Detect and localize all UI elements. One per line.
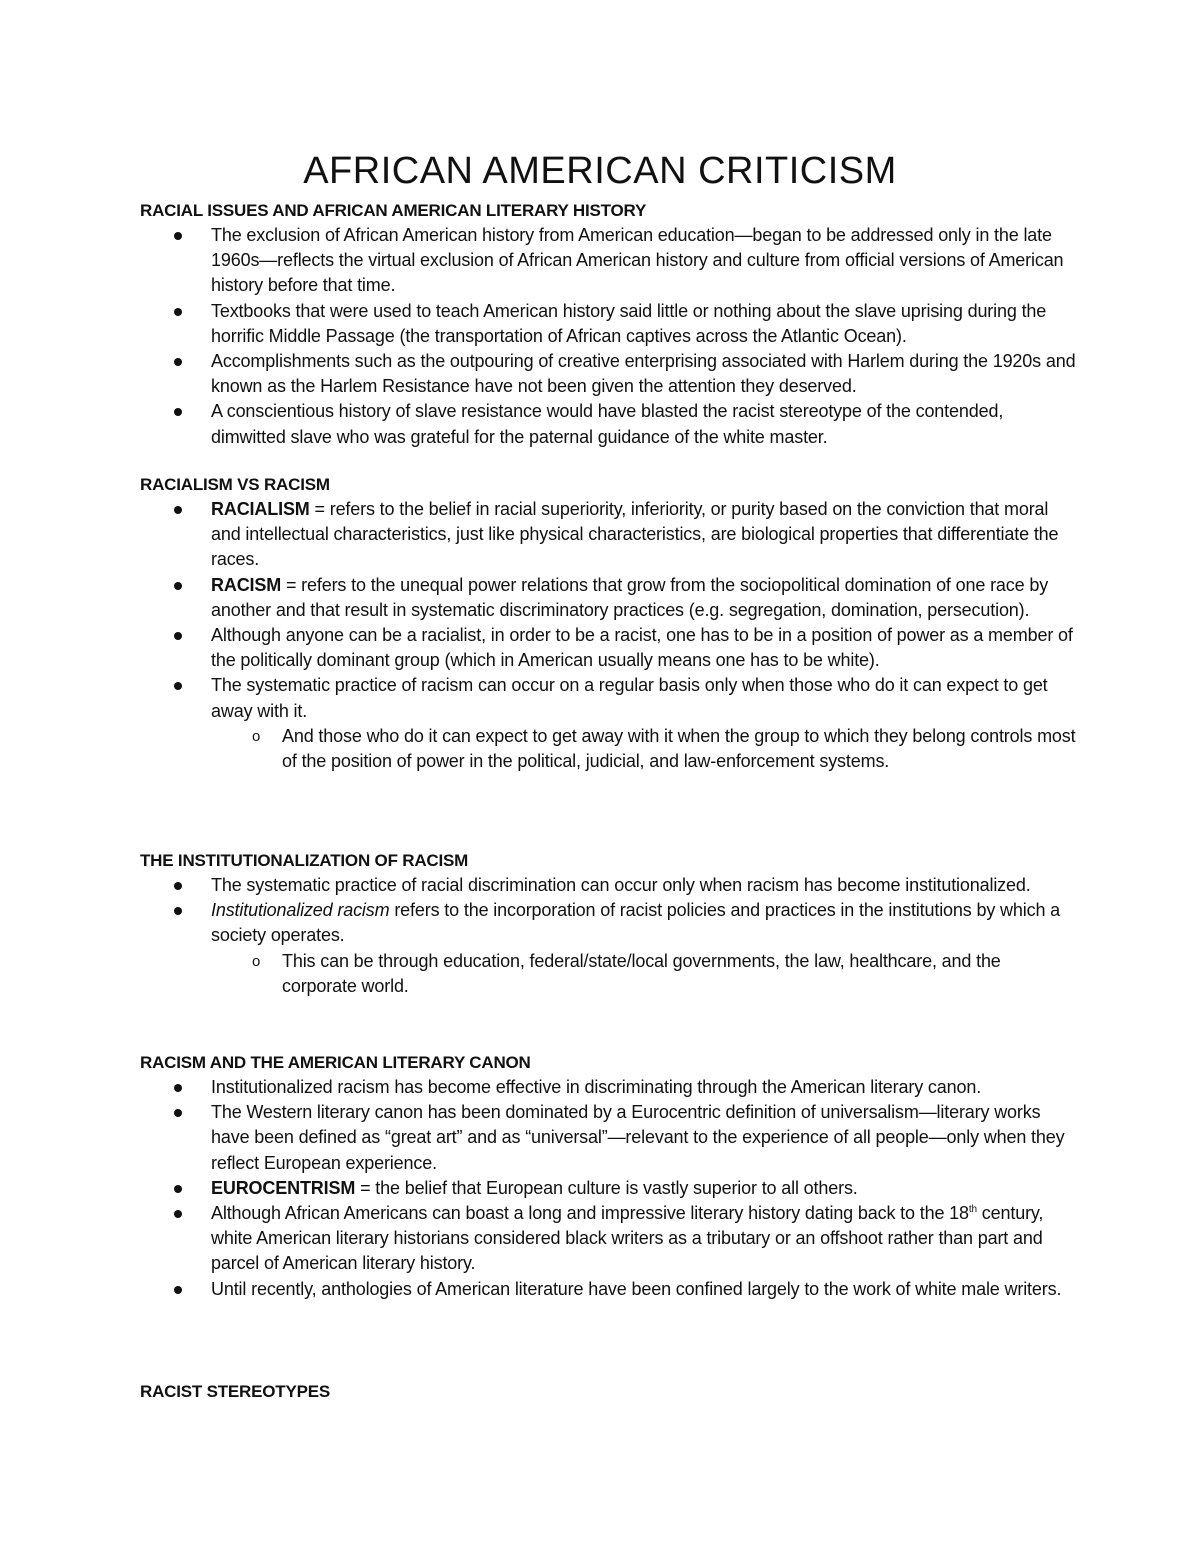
sub-bullet-marker: o — [252, 727, 261, 745]
bullet-item — [140, 673, 1080, 774]
bullet-item — [140, 1201, 1080, 1277]
bullet-term: EUROCENTRISM — [211, 1177, 356, 1198]
bullet-item — [140, 497, 1080, 573]
bullet-term: RACIALISM — [211, 499, 310, 519]
bullet-dot-icon — [174, 408, 182, 416]
bullet-list — [140, 1075, 1080, 1302]
bullet-dot-icon — [174, 882, 182, 890]
bullet-list — [140, 223, 1080, 450]
bullet-text: = refers to the belief in racial superiority, inferiority, or purity based on the conviction that moral and intellectual characteristics, just like physical characteristics, are biological properties that differentiate the races. — [211, 499, 1059, 570]
bullet-text: Accomplishments such as the outpouring of creative enterprising associated with Harlem during the 1920s and known as the Harlem Resistance have not been given the attention they deserved. — [211, 351, 1076, 397]
bullet-term-italic: Institutionalized racism — [211, 900, 390, 921]
bullet-dot-icon — [174, 632, 182, 640]
bullet-dot-icon — [174, 506, 182, 514]
sub-bullet-list — [211, 724, 1080, 774]
bullet-item — [140, 1075, 1080, 1100]
bullet-dot-icon — [174, 1286, 182, 1294]
bullet-item — [140, 299, 1080, 349]
bullet-item — [140, 898, 1080, 999]
bullet-item — [140, 873, 1080, 898]
bullet-dot-icon — [174, 232, 182, 240]
bullet-item — [140, 1100, 1080, 1176]
bullet-text-cont: century, white American literary historians considered black writers as a tributary or an offshoot rather than part and parcel of American literary history. — [211, 1203, 1044, 1274]
bullet-list — [140, 497, 1080, 774]
sub-bullet-text: And those who do it can expect to get away with it when the group to which they belong controls most of the position of power in the political, judicial, and law-enforcement systems. — [282, 725, 1076, 772]
sub-bullet-marker: o — [252, 952, 261, 970]
bullet-text: Textbooks that were used to teach American history said little or nothing about the slave uprising during the horrific Middle Passage (the transportation of African captives across the Atlantic Ocean). — [211, 300, 1047, 346]
section-heading: RACISM AND THE AMERICAN LITERARY CANON — [140, 1053, 531, 1072]
bullet-term: RACISM — [211, 574, 282, 595]
section-2 — [140, 472, 1080, 774]
bullet-text: Until recently, anthologies of American literature have been confined largely to the work of white male writers. — [211, 1278, 1062, 1299]
bullet-item — [140, 1277, 1080, 1302]
section-5 — [140, 1379, 1080, 1404]
bullet-item — [140, 399, 1080, 449]
bullet-text: The exclusion of African American history from American education—began to be addressed only in the late 1960s—reflects the virtual exclusion of African American history and culture from official versions of American history before that time. — [211, 225, 1064, 296]
bullet-text: = the belief that European culture is vastly superior to all others. — [355, 1177, 858, 1198]
sub-bullet-item — [211, 949, 1080, 999]
bullet-dot-icon — [174, 358, 182, 366]
section-heading: RACIST STEREOTYPES — [140, 1382, 331, 1401]
bullet-text: Institutionalized racism has become effective in discriminating through the American literary canon. — [211, 1077, 982, 1097]
bullet-dot-icon — [174, 1084, 182, 1092]
bullet-item — [140, 1176, 1080, 1201]
bullet-text: Although African Americans can boast a long and impressive literary history dating back to the 18 — [211, 1203, 969, 1224]
sub-bullet-text: This can be through education, federal/state/local governments, the law, healthcare, and the corporate world. — [282, 950, 1001, 996]
section-heading: RACIAL ISSUES AND AFRICAN AMERICAN LITERARY HISTORY — [140, 201, 647, 220]
bullet-dot-icon — [174, 1109, 182, 1117]
section-1 — [140, 198, 1080, 450]
bullet-text: Although anyone can be a racialist, in order to be a racist, one has to be in a position of power as a member of the politically dominant group (which in American usually means one has to be white). — [211, 625, 1073, 671]
bullet-list — [140, 873, 1080, 999]
bullet-text: The systematic practice of racial discrimination can occur only when racism has become institutionalized. — [211, 875, 1031, 895]
section-4 — [140, 1050, 1080, 1302]
bullet-text: A conscientious history of slave resistance would have blasted the racist stereotype of the contended, dimwitted slave who was grateful for the paternal guidance of the white master. — [211, 401, 1004, 447]
bullet-dot-icon — [174, 582, 182, 590]
bullet-item — [140, 349, 1080, 399]
bullet-dot-icon — [174, 1185, 182, 1193]
bullet-item — [140, 573, 1080, 623]
page-title: AFRICAN AMERICAN CRITICISM — [303, 150, 897, 192]
sub-bullet-list — [211, 949, 1080, 999]
bullet-dot-icon — [174, 1210, 182, 1218]
bullet-dot-icon — [174, 682, 182, 690]
bullet-dot-icon — [174, 308, 182, 316]
bullet-dot-icon — [174, 907, 182, 915]
bullet-text: The systematic practice of racism can occur on a regular basis only when those who do it can expect to get away with it. — [211, 675, 1048, 721]
section-heading: THE INSTITUTIONALIZATION OF RACISM — [140, 851, 469, 870]
bullet-text: refers to the incorporation of racist policies and practices in the institutions by which a society operates. — [211, 900, 1061, 946]
sub-bullet-item — [211, 724, 1080, 774]
bullet-text: The Western literary canon has been dominated by a Eurocentric definition of universalism—literary works have been defined as “great art” and as “universal”—relevant to the experience of all people—only when they reflect European experience. — [211, 1102, 1065, 1173]
bullet-item — [140, 623, 1080, 673]
bullet-item — [140, 223, 1080, 299]
bullet-text: = refers to the unequal power relations that grow from the sociopolitical domination of one race by another and that result in systematic discriminatory practices (e.g. segregation, domination, persecution). — [211, 574, 1049, 620]
section-heading: RACIALISM VS RACISM — [140, 475, 330, 494]
section-3 — [140, 848, 1080, 999]
superscript: th — [968, 1204, 977, 1216]
